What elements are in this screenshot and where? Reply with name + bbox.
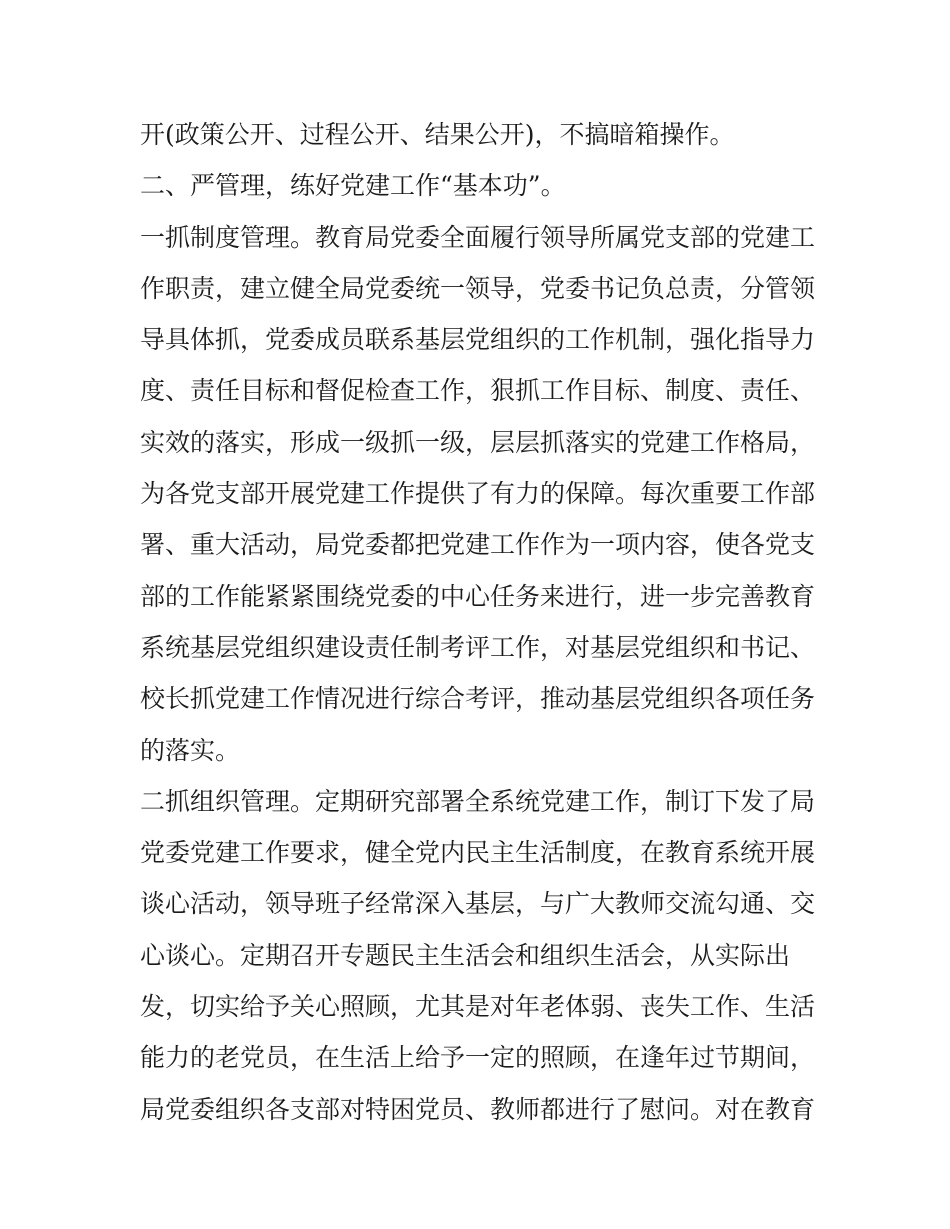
text-line: 二抓组织管理。定期研究部署全系统党建工作，制订下发了局 — [140, 786, 816, 816]
text-line: 谈心活动，领导班子经常深入基层，与广大教师交流勾通、交 — [140, 889, 816, 919]
text-line: 开(政策公开、过程公开、结果公开)，不搞暗箱操作。 — [140, 120, 735, 149]
text-line: 校长抓党建工作情况进行综合考评，推动基层党组织各项任务 — [140, 684, 816, 714]
text-line: 署、重大活动，局党委都把党建工作作为一项内容，使各党支 — [140, 530, 816, 560]
text-line: 系统基层党组织建设责任制考评工作，对基层党组织和书记、 — [140, 632, 816, 662]
text-line: 局党委组织各支部对特困党员、教师都进行了慰问。对在教育 — [140, 1094, 816, 1124]
text-line: 导具体抓，党委成员联系基层党组织的工作机制，强化指导力 — [140, 325, 816, 355]
text-line: 党委党建工作要求，健全党内民主生活制度，在教育系统开展 — [140, 838, 816, 868]
section-heading: 二、严管理，练好党建工作“基本功”。 — [140, 171, 566, 201]
text-line: 部的工作能紧紧围绕党委的中心任务来进行，进一步完善教育 — [140, 581, 816, 611]
text-line: 能力的老党员，在生活上给予一定的照顾，在逢年过节期间， — [140, 1043, 816, 1073]
text-line: 心谈心。定期召开专题民主生活会和组织生活会，从实际出 — [140, 940, 791, 970]
text-line: 发，切实给予关心照顾，尤其是对年老体弱、丧失工作、生活 — [140, 992, 816, 1022]
text-line: 作职责，建立健全局党委统一领导，党委书记负总责，分管领 — [140, 273, 816, 303]
text-line: 的落实。 — [140, 735, 241, 765]
body-text — [140, 109, 820, 1135]
text-line: 度、责任目标和督促检查工作，狠抓工作目标、制度、责任、 — [140, 376, 816, 406]
text-line: 一抓制度管理。教育局党委全面履行领导所属党支部的党建工 — [140, 222, 816, 252]
text-line: 为各党支部开展党建工作提供了有力的保障。每次重要工作部 — [140, 479, 816, 509]
text-line: 实效的落实，形成一级抓一级，层层抓落实的党建工作格局， — [140, 427, 816, 457]
